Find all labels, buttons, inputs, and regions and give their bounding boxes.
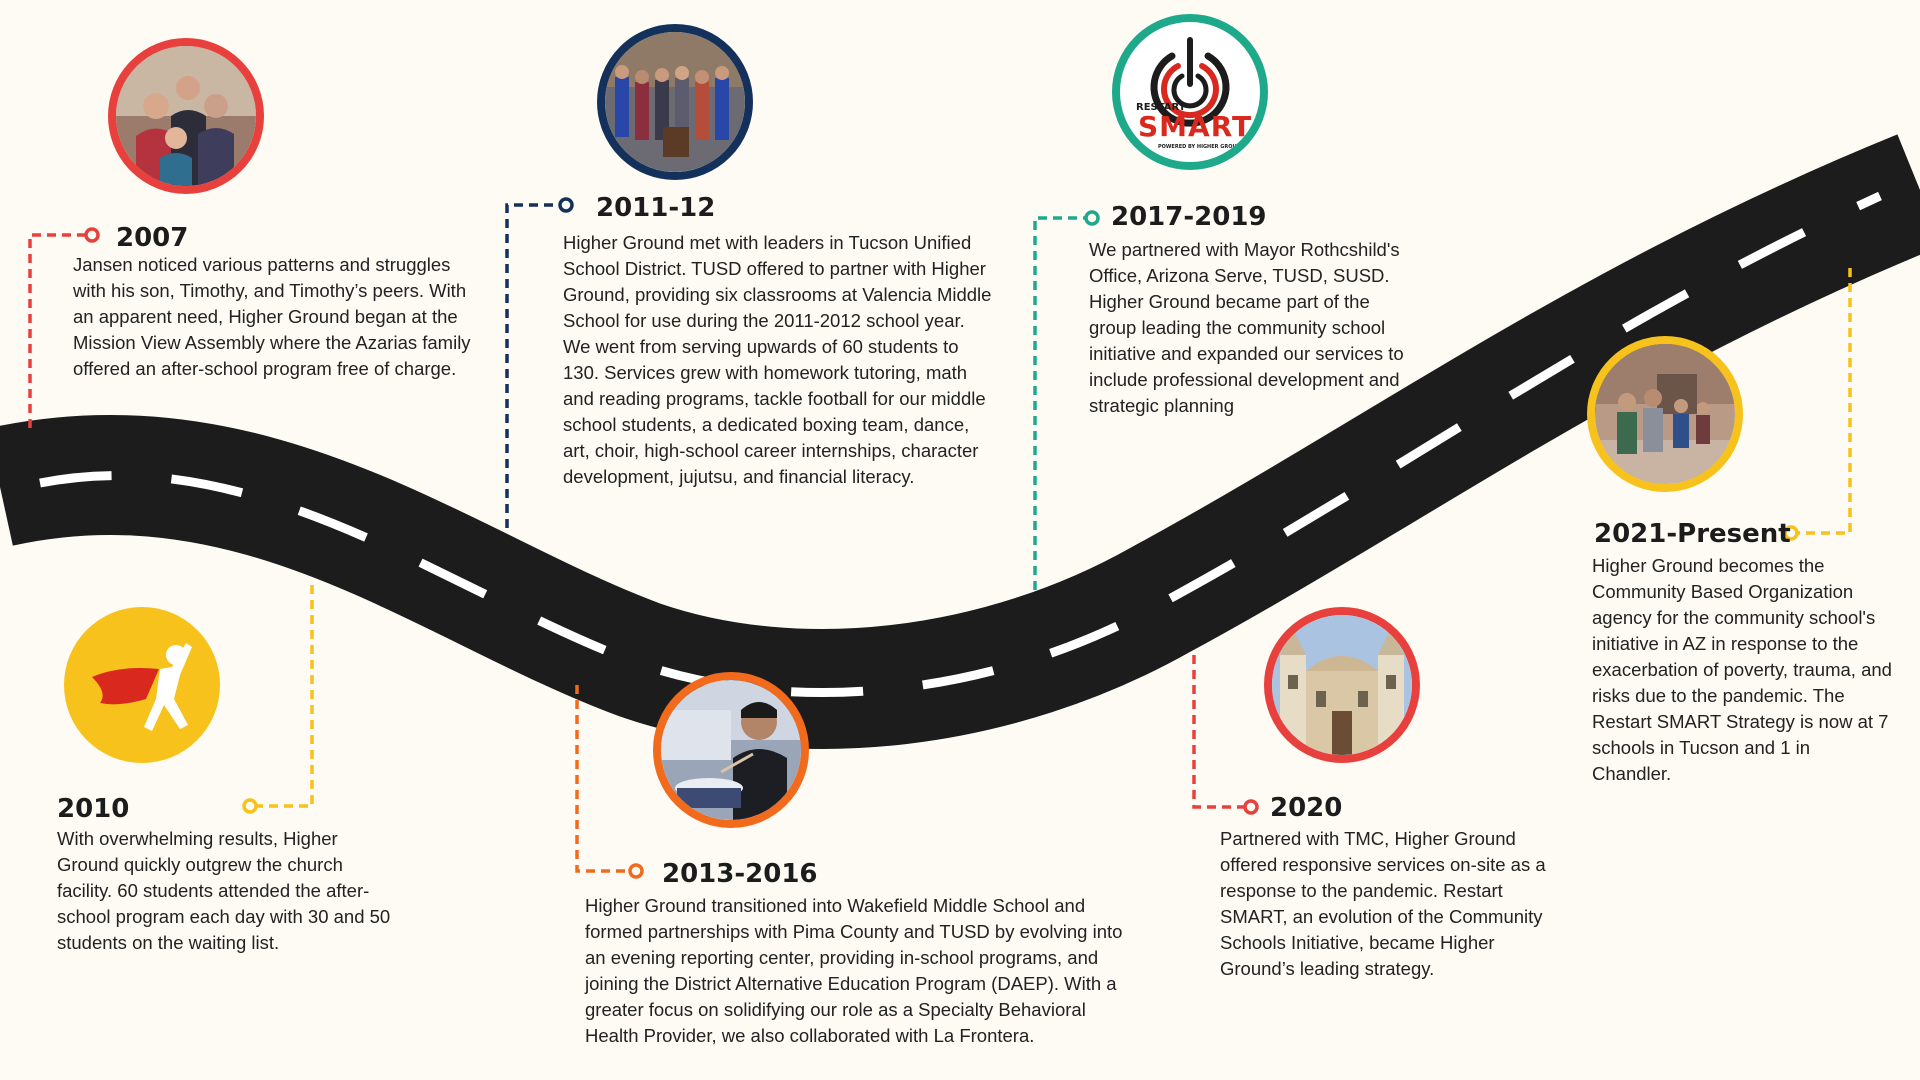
milestone-2013-2016-text: Higher Ground transitioned into Wakefield Middle School and formed partnerships with Pima County and TUSD by evolving into an evening reporting center, providing in-school programs, and joining the District Alternative Education Program (DAEP). With a greater focus on solidifying our role as a Specialty Behavioral Health Provider, we also collaborated with La Frontera. — [585, 895, 1123, 1046]
milestone-2010-year: 2010 — [57, 794, 130, 824]
superhero-icon — [64, 607, 220, 763]
milestone-2017-2019-year: 2017-2019 — [1111, 202, 1267, 232]
drummer-photo — [653, 672, 809, 828]
milestone-2020-text: Partnered with TMC, Higher Ground offered responsive services on-site as a response to the pandemic. Restart SMART, an evolution of the Community Schools Initiative, became Higher Ground’s leading strategy. — [1220, 828, 1546, 979]
building-photo — [1264, 607, 1420, 763]
logo-restart-text: RESTART — [1136, 102, 1186, 113]
logo-smart-text: SMART — [1138, 110, 1253, 143]
running-kids-photo — [1587, 336, 1743, 492]
milestone-2011-12-text: Higher Ground met with leaders in Tucson Unified School District. TUSD offered to partner with Higher Ground, providing six classrooms at Valencia Middle School for use during the 2011-2012 school year. We went from serving upwards of 60 students to 130. Services grew with homework tutoring, math and reading programs, tackle football for our middle school students, a dedicated boxing team, dance, art, choir, high-school career internships, character development, jujutsu, and financial literacy. — [563, 232, 992, 487]
milestone-2021-present-text: Higher Ground becomes the Community Based Organization agency for the community school's initiative in AZ in response to the exacerbation of poverty, trauma, and risks due to the pandemic. The Restart SMART Strategy is now at 7 schools in Tucson and 1 in Chandler. — [1592, 555, 1892, 784]
milestone-2007-text: Jansen noticed various patterns and struggles with his son, Timothy, and Timothy’s peers. With an apparent need, Higher Ground began at the Mission View Assembly where the Azarias family offered an after-school program free of charge. — [73, 254, 471, 379]
milestone-2017-2019-text: We partnered with Mayor Rothcshild's Office, Arizona Serve, TUSD, SUSD. Higher Ground became part of the group leading the community school initiative and expanded our services to include professional development and strategic planning — [1089, 239, 1404, 416]
family-photo — [108, 38, 264, 194]
milestone-2007-year: 2007 — [116, 223, 189, 253]
milestone-2021-present-year: 2021-Present — [1594, 519, 1791, 549]
milestone-2020-year: 2020 — [1270, 793, 1343, 823]
group-photo — [597, 24, 753, 180]
milestone-2011-12-year: 2011-12 — [596, 193, 716, 223]
milestone-2010-text: With overwhelming results, Higher Ground quickly outgrew the church facility. 60 students attended the after-school program each day with 30 and 50 students on the waiting list. — [57, 828, 391, 953]
restart-smart-logo — [1112, 14, 1268, 170]
milestone-2013-2016-year: 2013-2016 — [662, 859, 818, 889]
logo-tagline-text: POWERED BY HIGHER GROUND — [1158, 144, 1245, 150]
